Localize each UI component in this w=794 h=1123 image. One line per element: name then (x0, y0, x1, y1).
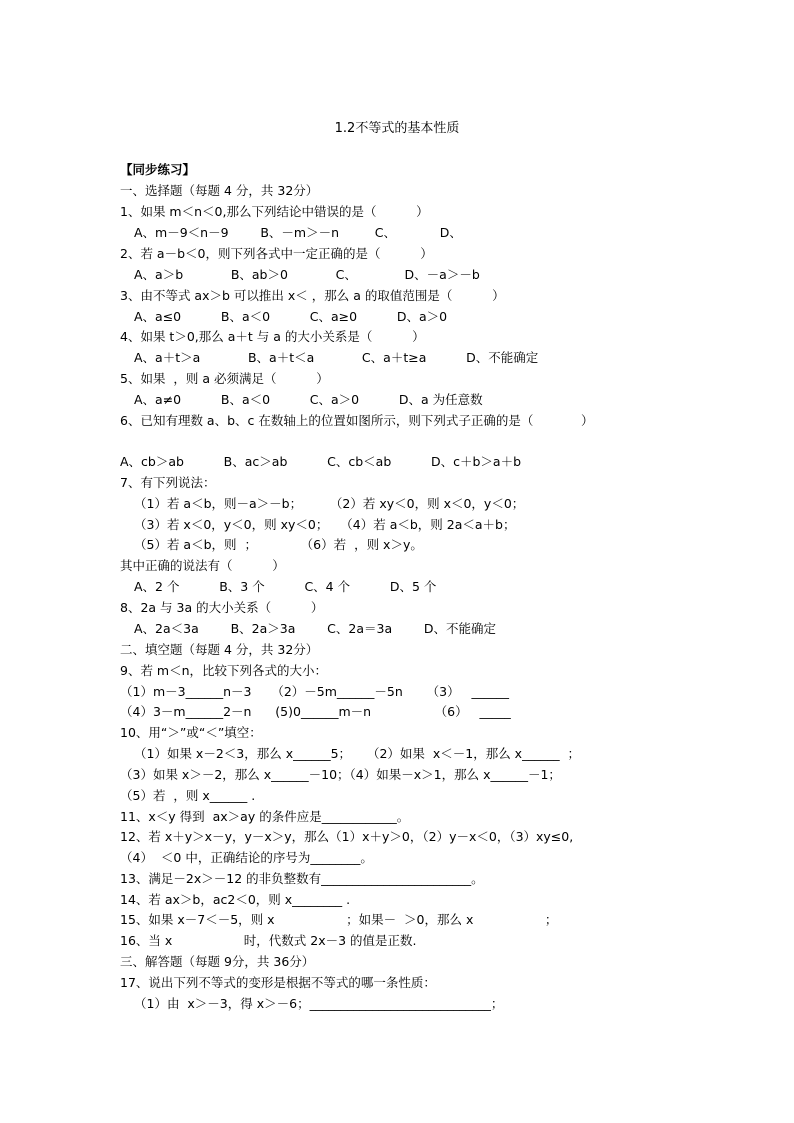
question-1-options: A、m－9＜n－9 B、－m＞－n C、 D、 (134, 225, 462, 240)
question-9: 9、若 m＜n，比较下列各式的大小： (120, 663, 328, 678)
question-5-options: A、a≠0 B、a＜0 C、a＞0 D、a 为任意数 (134, 392, 483, 407)
question-12: 12、若 x＋y＞x－y，y－x＞y，那么（1）x＋y＞0，（2）y－x＜0，（3）xy≤0, (120, 829, 574, 844)
question-9-parts-1-3: （1）m－3______n－3 （2）－5m______－5n （3） ______ (120, 684, 509, 699)
question-6: 6、已知有理数 a、b、c 在数轴上的位置如图所示，则下列式子正确的是（ ） (120, 413, 594, 428)
question-11: 11、x＜y 得到 ax＞ay 的条件应是____________。 (120, 809, 410, 824)
question-8: 8、2a 与 3a 的大小关系（ ） (120, 600, 324, 615)
question-3-options: A、a≤0 B、a＜0 C、a≥0 D、a＞0 (134, 309, 448, 324)
question-16: 16、当 x 时，代数式 2x－3 的值是正数. (120, 933, 417, 948)
section-heading-fill: 二、填空题（每题 4 分，共 32分） (120, 642, 319, 657)
section-heading-choice: 一、选择题（每题 4 分，共 32分） (120, 183, 319, 198)
question-13: 13、满足－2x＞－12 的非负整数有________________________。 (120, 871, 484, 886)
question-7-statement-3-4: （3）若 x＜0，y＜0，则 xy＜0； （4）若 a＜b，则 2a＜a＋b； (134, 517, 516, 532)
question-7-options: A、2 个 B、3 个 C、4 个 D、5 个 (134, 579, 437, 594)
question-1: 1、如果 m＜n＜0,那么下列结论中错误的是（ ） (120, 204, 429, 219)
question-6-options: A、cb＞ab B、ac＞ab C、cb＜ab D、c＋b＞a＋b (120, 454, 522, 469)
question-7-statement-5-6: （5）若 a＜b，则 ； （6）若 ，则 x＞y。 (134, 537, 423, 552)
question-8-options: A、2a＜3a B、2a＞3a C、2a＝3a D、不能确定 (134, 621, 497, 636)
question-4-options: A、a＋t＞a B、a＋t＜a C、a＋t≥a D、不能确定 (134, 350, 539, 365)
question-10-parts-1-2: （1）如果 x－2＜3，那么 x______5； （2）如果 x＜－1，那么 x______ ； (134, 746, 581, 761)
question-5: 5、如果 ，则 a 必须满足（ ） (120, 371, 329, 386)
question-7-statement-1-2: （1）若 a＜b，则－a＞－b； （2）若 xy＜0，则 x＜0，y＜0； (134, 496, 525, 511)
question-17: 17、说出下列不等式的变形是根据不等式的哪一条性质： (120, 975, 436, 990)
question-3: 3、由不等式 ax＞b 可以推出 x＜ ，那么 a 的取值范围是（ ） (120, 288, 505, 303)
question-15: 15、如果 x－7＜－5，则 x ；如果－ ＞0，那么 x ； (120, 912, 558, 927)
question-9-parts-4-6: （4）3－m______2－n (5)0______m－n （6） _____ (120, 704, 511, 719)
question-7: 7、有下列说法： (120, 475, 216, 490)
section-heading-sync-practice: 【同步练习】 (120, 162, 196, 177)
question-10: 10、用“＞”或“＜”填空： (120, 725, 262, 740)
question-10-part-5: （5）若 ，则 x______ . (120, 788, 256, 803)
question-12-continued: （4） ＜0 中，正确结论的序号为________。 (120, 850, 373, 865)
question-2-options: A、a＞b B、ab＞0 C、 D、－a＞－b (134, 267, 480, 282)
question-7-prompt: 其中正确的说法有（ ） (120, 558, 285, 573)
question-10-parts-3-4: （3）如果 x＞－2，那么 x______－10；（4）如果－x＞1，那么 x______－1； (120, 767, 561, 782)
question-2: 2、若 a－b＜0，则下列各式中一定正确的是（ ） (120, 246, 433, 261)
section-heading-answer: 三、解答题（每题 9分，共 36分） (120, 954, 315, 969)
question-14: 14、若 ax＞b，ac2＜0，则 x________ . (120, 892, 351, 907)
question-4: 4、如果 t＞0,那么 a＋t 与 a 的大小关系是（ ） (120, 329, 425, 344)
question-17-part-1: （1）由 x＞－3，得 x＞－6；_____________________________； (134, 996, 504, 1011)
page-title: 1.2不等式的基本性质 (334, 121, 460, 136)
